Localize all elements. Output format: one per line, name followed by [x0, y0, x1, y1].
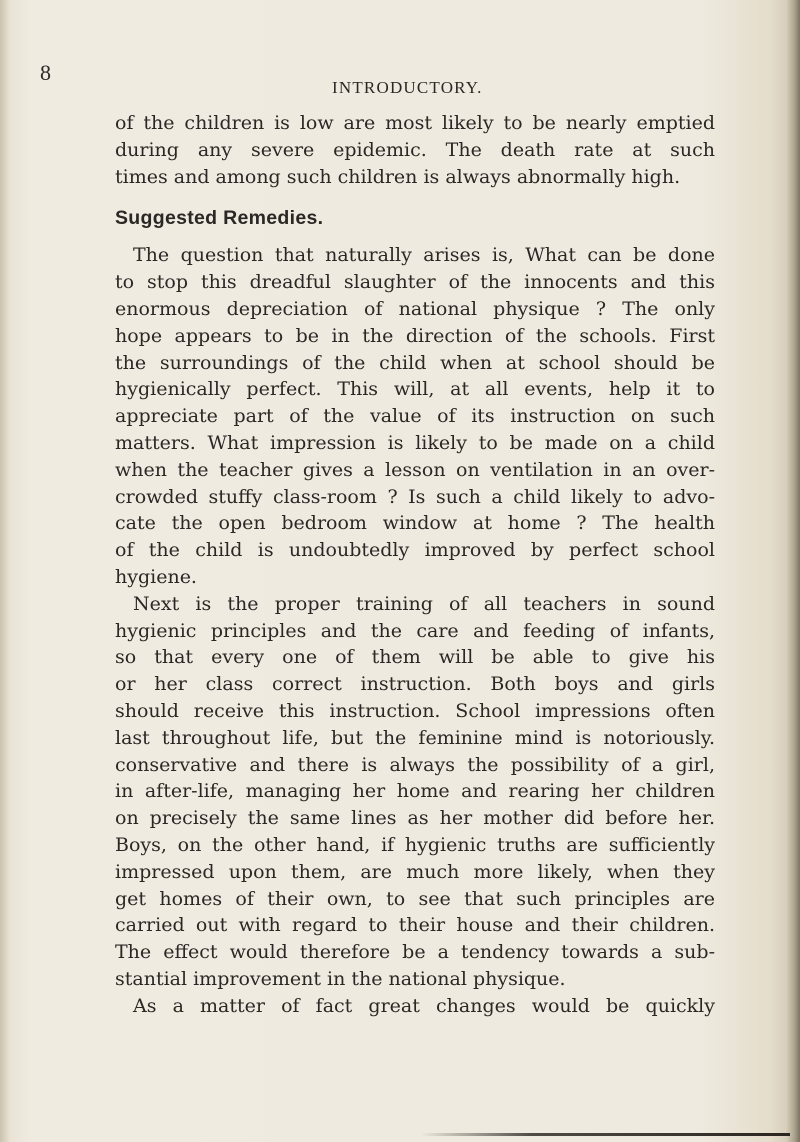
- text-line: to stop this dreadful slaughter of the innocents and this: [115, 271, 715, 294]
- text-line: Next is the proper training of all teachers in sound: [133, 592, 715, 615]
- page-bottom-rule: [420, 1133, 790, 1136]
- text-line: stantial improvement in the national physique.: [115, 967, 566, 990]
- text-line: get homes of their own, to see that such principles are: [115, 887, 715, 910]
- text-line: of the children is low are most likely to be nearly emptied: [115, 112, 715, 134]
- text-line: The effect would therefore be a tendency towards a sub-: [115, 941, 715, 964]
- text-line: so that every one of them will be able to give his: [115, 646, 715, 669]
- paragraph-1: [115, 242, 715, 590]
- page-number: 8: [40, 60, 51, 85]
- text-line: cate the open bedroom window at home ? The health: [115, 512, 715, 535]
- text-line: crowded stuffy class-room ? Is such a child likely to advo-: [115, 485, 715, 508]
- text-line: during any severe epidemic. The death rate at such: [115, 138, 715, 161]
- page-spine-shadow: [786, 0, 800, 1142]
- text-line: hygienic principles and the care and feeding of infants,: [115, 619, 715, 642]
- text-line: in after-life, managing her home and rearing her children: [115, 780, 715, 803]
- text-line: when the teacher gives a lesson on ventilation in an over-: [115, 458, 715, 481]
- text-line: on precisely the same lines as her mother did before her.: [115, 807, 715, 830]
- text-line: hope appears to be in the direction of the schools. First: [115, 324, 715, 347]
- text-line: hygienically perfect. This will, at all events, help it to: [115, 378, 715, 401]
- text-line: last throughout life, but the feminine mind is notoriously.: [115, 726, 715, 749]
- opening-paragraph: [115, 110, 715, 190]
- text-line: matters. What impression is likely to be made on a child: [115, 431, 715, 454]
- text-line: should receive this instruction. School impressions often: [115, 699, 715, 722]
- text-line: As a matter of fact great changes would be quickly: [133, 994, 715, 1017]
- text-line: conservative and there is always the possibility of a girl,: [115, 753, 715, 776]
- paragraph-2: [115, 591, 715, 993]
- text-line: hygiene.: [115, 565, 197, 588]
- text-line: Boys, on the other hand, if hygienic truths are sufficiently: [115, 833, 715, 856]
- text-line: times and among such children is always abnormally high.: [115, 165, 681, 188]
- text-line: of the child is undoubtedly improved by perfect school: [115, 539, 715, 562]
- page-left-edge: [0, 0, 10, 1142]
- text-line: enormous depreciation of national physique ? The only: [115, 297, 715, 320]
- text-line: carried out with regard to their house and their children.: [115, 914, 715, 937]
- paragraph-3: [115, 993, 715, 1020]
- text-line: the surroundings of the child when at school should be: [115, 351, 715, 374]
- text-line: appreciate part of the value of its instruction on such: [115, 405, 715, 428]
- running-head: INTRODUCTORY.: [332, 78, 483, 97]
- text-line: or her class correct instruction. Both boys and girls: [115, 673, 715, 696]
- text-line: impressed upon them, are much more likely, when they: [115, 860, 715, 883]
- section-heading: Suggested Remedies.: [115, 207, 324, 230]
- text-line: The question that naturally arises is, What can be done: [133, 244, 715, 267]
- text-block: [115, 110, 715, 1020]
